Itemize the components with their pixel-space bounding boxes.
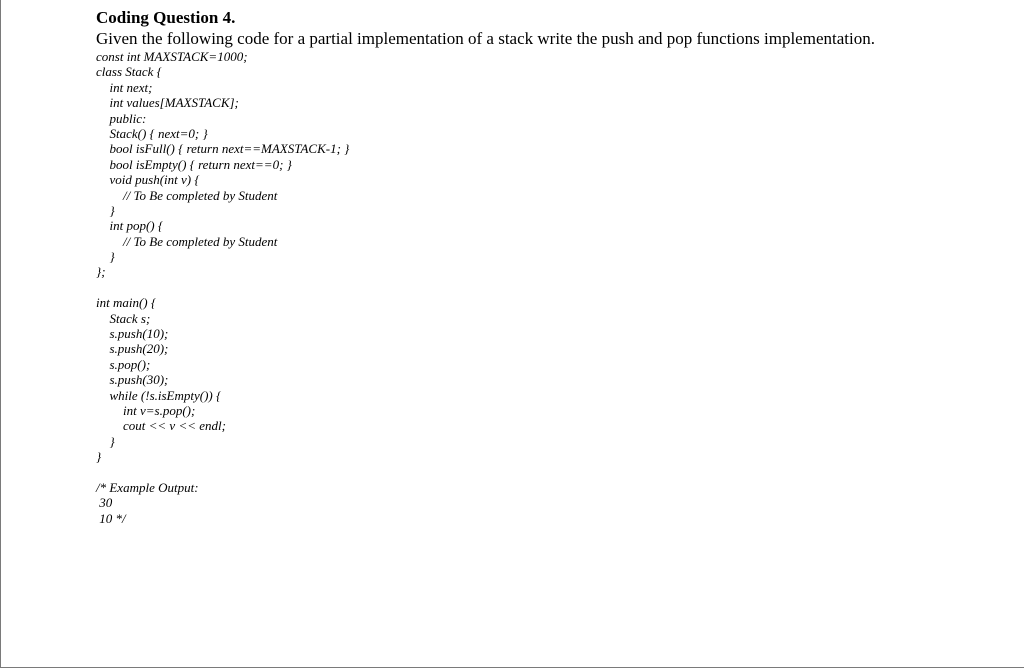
code-line: class Stack {	[96, 64, 162, 80]
blank-line	[96, 280, 996, 295]
code-line: int pop() {	[109, 218, 164, 234]
code-line: s.push(30);	[109, 372, 169, 388]
question-content	[96, 8, 996, 526]
code-line: s.push(20);	[109, 341, 169, 357]
question-text: Given the following code for a partial implementation of a stack write the push and pop functions implementation.	[96, 29, 875, 48]
code-line: }	[109, 249, 115, 265]
code-line: public:	[109, 110, 147, 126]
code-line: s.push(10);	[109, 326, 169, 342]
code-line: const int MAXSTACK=1000;	[96, 49, 248, 64]
code-line: s.pop();	[109, 356, 151, 372]
code-line: bool isFull() { return next==MAXSTACK-1; }	[109, 141, 350, 157]
code-line: int v=s.pop();	[123, 402, 196, 418]
code-line: Stack s;	[109, 310, 151, 326]
code-line: // To Be completed by Student	[123, 233, 278, 249]
code-line: };	[96, 264, 106, 280]
code-line: bool isEmpty() { return next==0; }	[109, 156, 292, 172]
question-title: Coding Question 4.	[96, 8, 236, 27]
code-line: }	[96, 449, 102, 465]
code-line: 30	[96, 495, 113, 511]
code-line: /* Example Output:	[96, 479, 199, 495]
code-line: cout << v << endl;	[123, 418, 226, 434]
code-line: Stack() { next=0; }	[109, 125, 208, 141]
code-block	[96, 49, 996, 526]
code-line: int next;	[109, 79, 153, 95]
code-line: }	[109, 433, 115, 449]
code-line: int values[MAXSTACK];	[109, 95, 239, 111]
code-line: // To Be completed by Student	[123, 187, 278, 203]
code-line: 10 */	[96, 510, 126, 526]
code-line: }	[109, 202, 115, 218]
code-line: while (!s.isEmpty()) {	[109, 387, 222, 403]
code-line: int main() {	[96, 295, 157, 311]
code-line: void push(int v) {	[109, 172, 200, 188]
blank-line	[96, 465, 996, 480]
